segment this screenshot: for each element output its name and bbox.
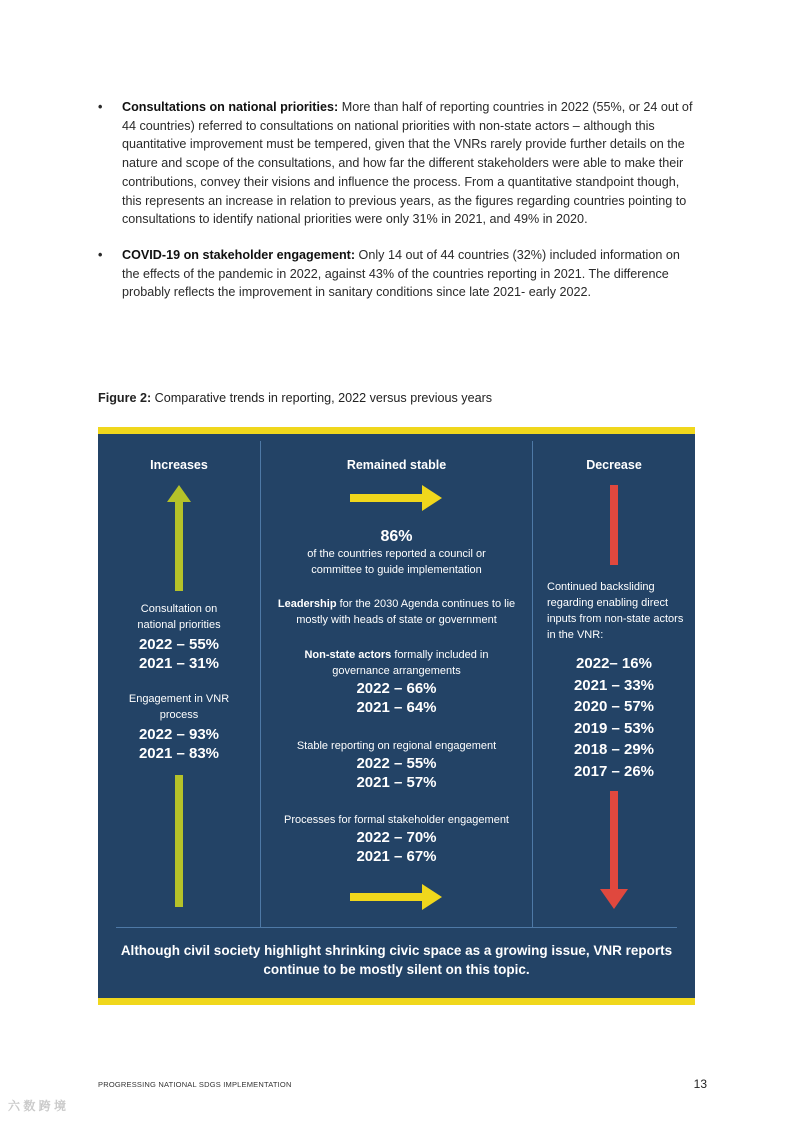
bullet-text: More than half of reporting countries in 2022 (55%, or 24 out of 44 countries) referred to consultations on national priorities with non-state actors – although this quantitative improvement must be tempered, given that the VNRs rarely provide further details on the nature and scope of the consultations, and how far the different stakeholders were able to make their contributions, convey their visions and influence the process. From a quantitative standpoint though, this represents an increase in relation to previous years, as the figures regarding countries pointing to consultations to identify national priorities were only 31% in 2021, and 49% in 2020.: [122, 100, 693, 227]
increase-label: Engagement in VNR process: [128, 693, 230, 721]
page-footer-title: PROGRESSING NATIONAL SDGS IMPLEMENTATION: [98, 1080, 292, 1089]
stable-arrow-right-icon: [350, 884, 442, 910]
stable-council: [268, 527, 525, 578]
bullet-covid: [98, 246, 698, 302]
increase-item-consultation: [98, 601, 260, 673]
bullet-heading: COVID-19 on stakeholder engagement:: [122, 247, 356, 262]
stable-value: 2022 – 70%: [356, 829, 437, 846]
bullet-dot: •: [98, 100, 103, 114]
decrease-label: Continued backsliding regarding enabling direct inputs from non-state actors in the VNR:: [547, 581, 684, 641]
decrease-values: [533, 653, 695, 782]
bullet-dot: •: [98, 247, 103, 262]
decrease-value: 2020 – 57%: [573, 698, 655, 715]
stable-leadership-bold: Leadership: [277, 598, 337, 610]
increase-value: 2022 – 93%: [138, 726, 220, 743]
stable-leadership-text: for the 2030 Agenda continues to lie mostly with heads of state or government: [296, 598, 516, 626]
stable-value: 2022 – 55%: [356, 755, 437, 772]
increase-arrow-up-icon: [167, 485, 191, 591]
decrease-arrow-stem-icon: [610, 485, 618, 565]
stable-percent: 86%: [380, 528, 413, 545]
decrease-value: 2021 – 33%: [573, 676, 655, 694]
decrease-arrow-down-icon: [600, 791, 628, 909]
increase-arrow-stem-icon: [175, 775, 183, 907]
watermark: 六 数 跨 境: [8, 1099, 67, 1113]
stable-leadership: [268, 596, 525, 628]
decrease-value: 2019 – 53%: [573, 719, 655, 737]
decrease-value: 2018 – 29%: [573, 741, 655, 758]
increase-value: 2022 – 55%: [138, 636, 220, 653]
stable-nsa-text: formally included in governance arrangements: [332, 649, 489, 677]
figure-caption-label: Figure 2:: [98, 391, 152, 405]
decrease-value: 2017 – 26%: [573, 762, 655, 780]
bullet-text: Only 14 out of 44 countries (32%) included information on the effects of the pandemic in 2022, against 43% of the countries reporting in 2021. The difference probably reflects the improvement in sanitary conditions since late 2021- early 2022.: [122, 247, 680, 300]
increase-value: 2021 – 31%: [138, 655, 220, 672]
stable-nsa-bold: Non-state actors: [304, 649, 392, 661]
increase-value: 2021 – 83%: [138, 745, 220, 762]
page-number: 13: [693, 1077, 707, 1091]
increases-heading: Increases: [150, 458, 208, 472]
decrease-heading: Decrease: [586, 458, 642, 472]
increase-item-engagement: [98, 691, 260, 763]
figure-top-bar: [98, 427, 695, 434]
bullet-list: [98, 98, 698, 302]
bullet-heading: Consultations on national priorities:: [122, 100, 339, 114]
decrease-value: 2022– 16%: [576, 655, 652, 672]
figure-caption: [98, 391, 492, 405]
stable-arrow-right-icon: [350, 485, 442, 511]
figure-footer-text: Although civil society highlight shrinking civic space as a growing issue, VNR reports continue to be mostly silent on this topic.: [120, 943, 673, 977]
footer-divider: [116, 927, 677, 928]
stable-percent-text: of the countries reported a council or committee to guide implementation: [307, 548, 486, 576]
stable-value: 2021 – 57%: [356, 774, 437, 791]
stable-regional-label: Stable reporting on regional engagement: [296, 740, 497, 752]
stable-processes-label: Processes for formal stakeholder engagement: [283, 814, 509, 826]
stable-heading: Remained stable: [346, 458, 447, 472]
increase-label: Consultation on national priorities: [137, 603, 221, 631]
figure-bottom-bar: [98, 998, 695, 1005]
stable-nsa: [268, 647, 525, 717]
stable-value: 2021 – 67%: [356, 848, 437, 865]
bullet-consultations: [98, 98, 698, 229]
stable-value: 2021 – 64%: [356, 699, 437, 716]
figure-caption-text: Comparative trends in reporting, 2022 versus previous years: [151, 391, 493, 405]
stable-regional: [268, 738, 525, 792]
stable-processes: [261, 812, 532, 866]
stable-value: 2022 – 66%: [356, 680, 437, 697]
trends-figure: [98, 427, 695, 1005]
stable-nsa-label: [268, 647, 525, 679]
